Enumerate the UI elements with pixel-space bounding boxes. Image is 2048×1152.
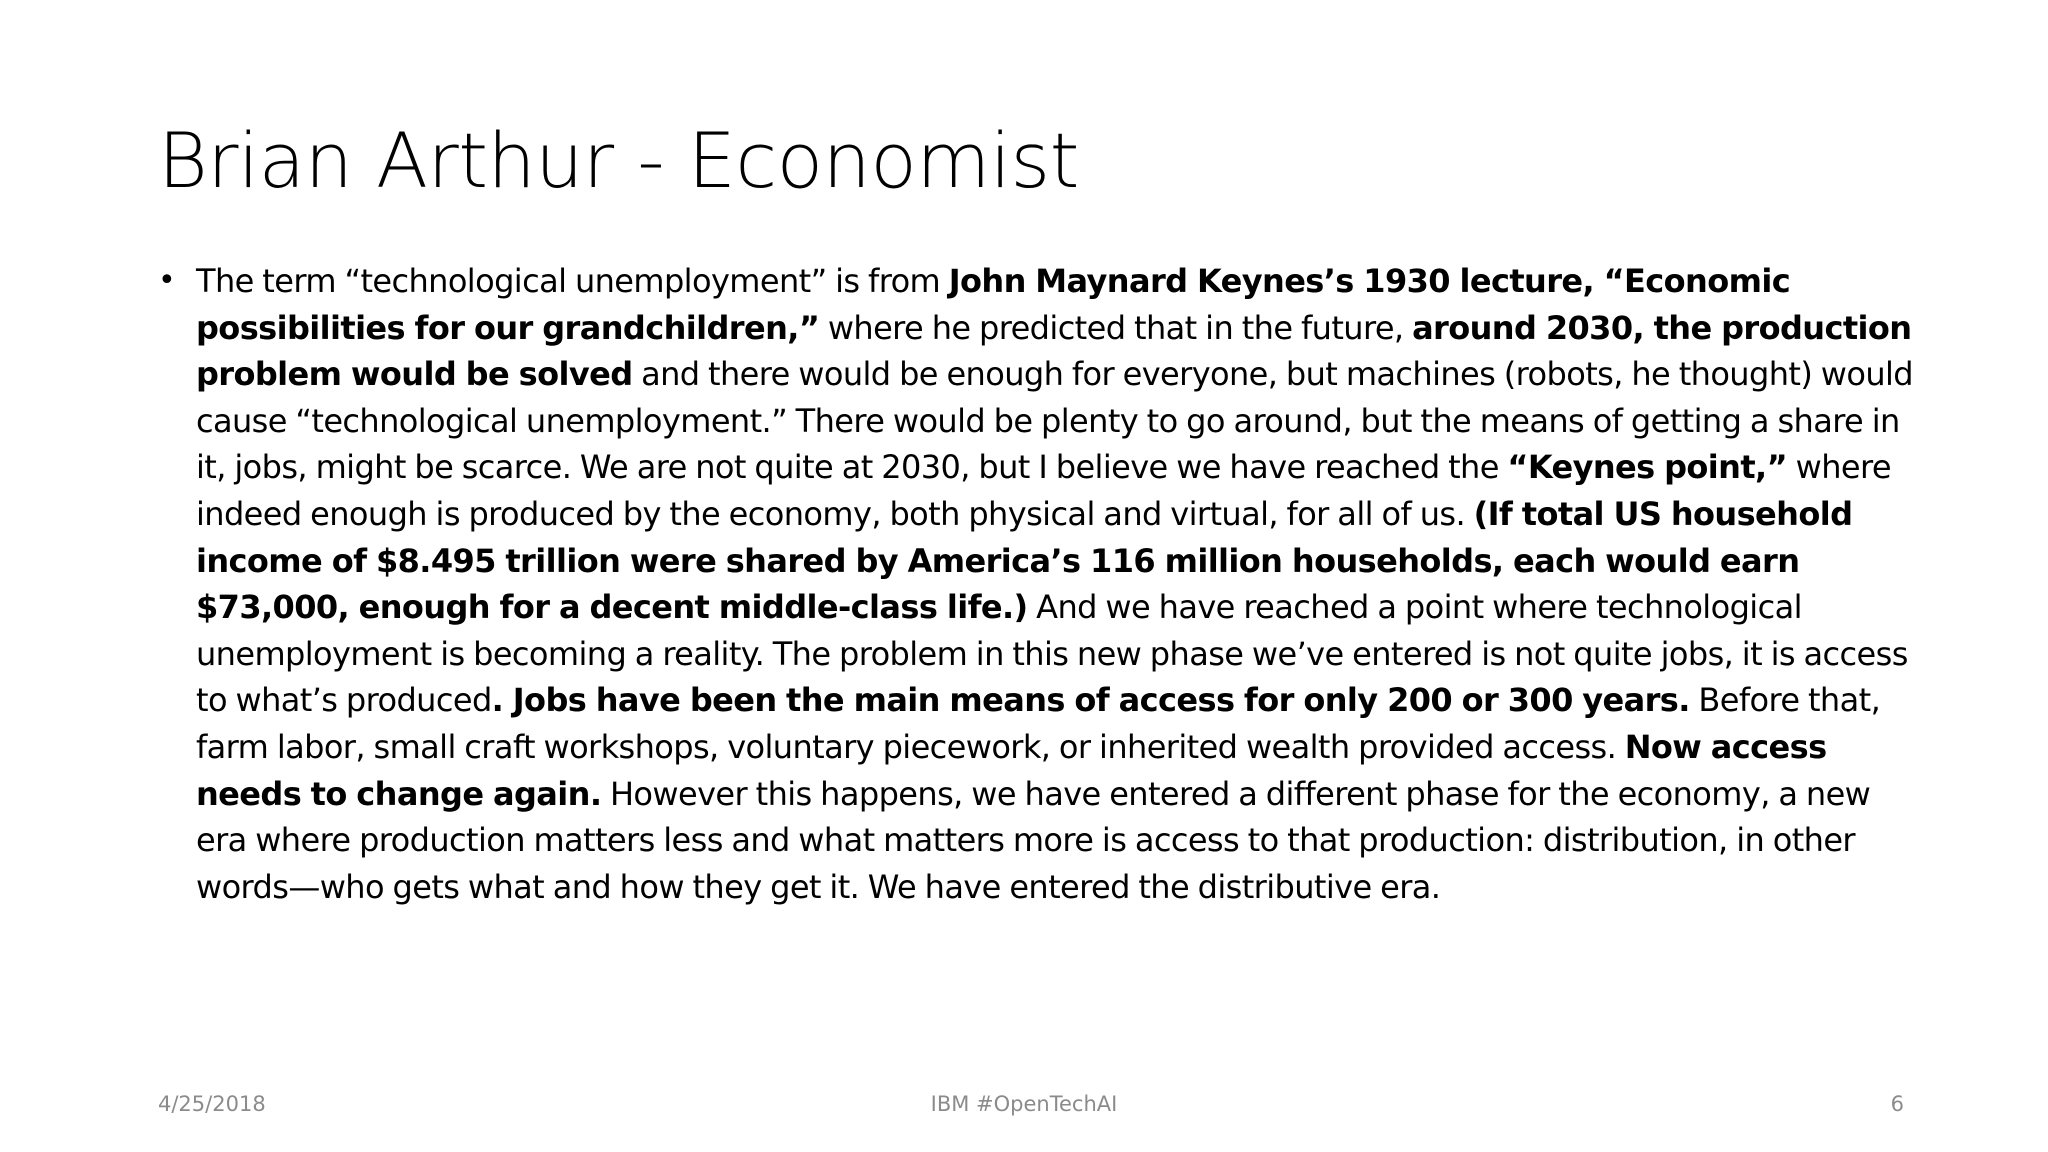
text-segment: And we have reached a point where technological unemployment is becoming a reality. The problem in this new phase we’ve entered is not quite jobs, it is access to what’s produced — [196, 588, 1908, 720]
bullet-item — [158, 258, 1918, 910]
slide-title: Brian Arthur - Economist — [158, 116, 1079, 205]
text-segment: where indeed enough is produced by the economy, both physical and virtual, for all of us. — [196, 448, 1891, 533]
text-segment: where he predicted that in the future, — [819, 308, 1413, 347]
text-segment: Before that, farm labor, small craft workshops, voluntary piecework, or inherited wealth provided access. — [196, 681, 1881, 766]
slide-body — [158, 258, 1918, 910]
footer-center-text: IBM #OpenTechAI — [930, 1092, 1118, 1116]
text-segment-bold: Now access needs to change again. — [196, 727, 1827, 813]
text-segment-bold: “Keynes point,” — [1507, 448, 1788, 487]
text-segment-bold: . Jobs have been the main means of access for only 200 or 300 years. — [491, 681, 1690, 720]
text-segment: The term “technological unemployment” is from — [196, 262, 949, 300]
footer-date: 4/25/2018 — [158, 1092, 266, 1116]
text-segment-bold: John Maynard Keynes’s 1930 lecture, “Economic possibilities for our grandchildren,” — [196, 262, 1791, 347]
text-segment-bold: (If total US household income of $8.495 trillion were shared by America’s 116 million households, each would earn $73,000, enough for a decent middle-class life.) — [196, 494, 1853, 627]
text-segment: However this happens, we have entered a different phase for the economy, a new era where production matters less and what matters more is access to that production: distribution, in other words—who gets what and how they get it. We have entered the distributive era. — [196, 774, 1871, 906]
bullet-text — [196, 262, 1913, 906]
text-segment: and there would be enough for everyone, but machines (robots, he thought) would cause “technological unemployment.” There would be plenty to go around, but the means of getting a share in it, jobs, might be scarce. We are not quite at 2030, but I believe we have reached the — [196, 355, 1914, 487]
bullet-dot-icon: • — [158, 263, 176, 298]
footer-page-number: 6 — [1890, 1092, 1904, 1116]
text-segment-bold: around 2030, the production problem would be solved — [196, 308, 1912, 394]
